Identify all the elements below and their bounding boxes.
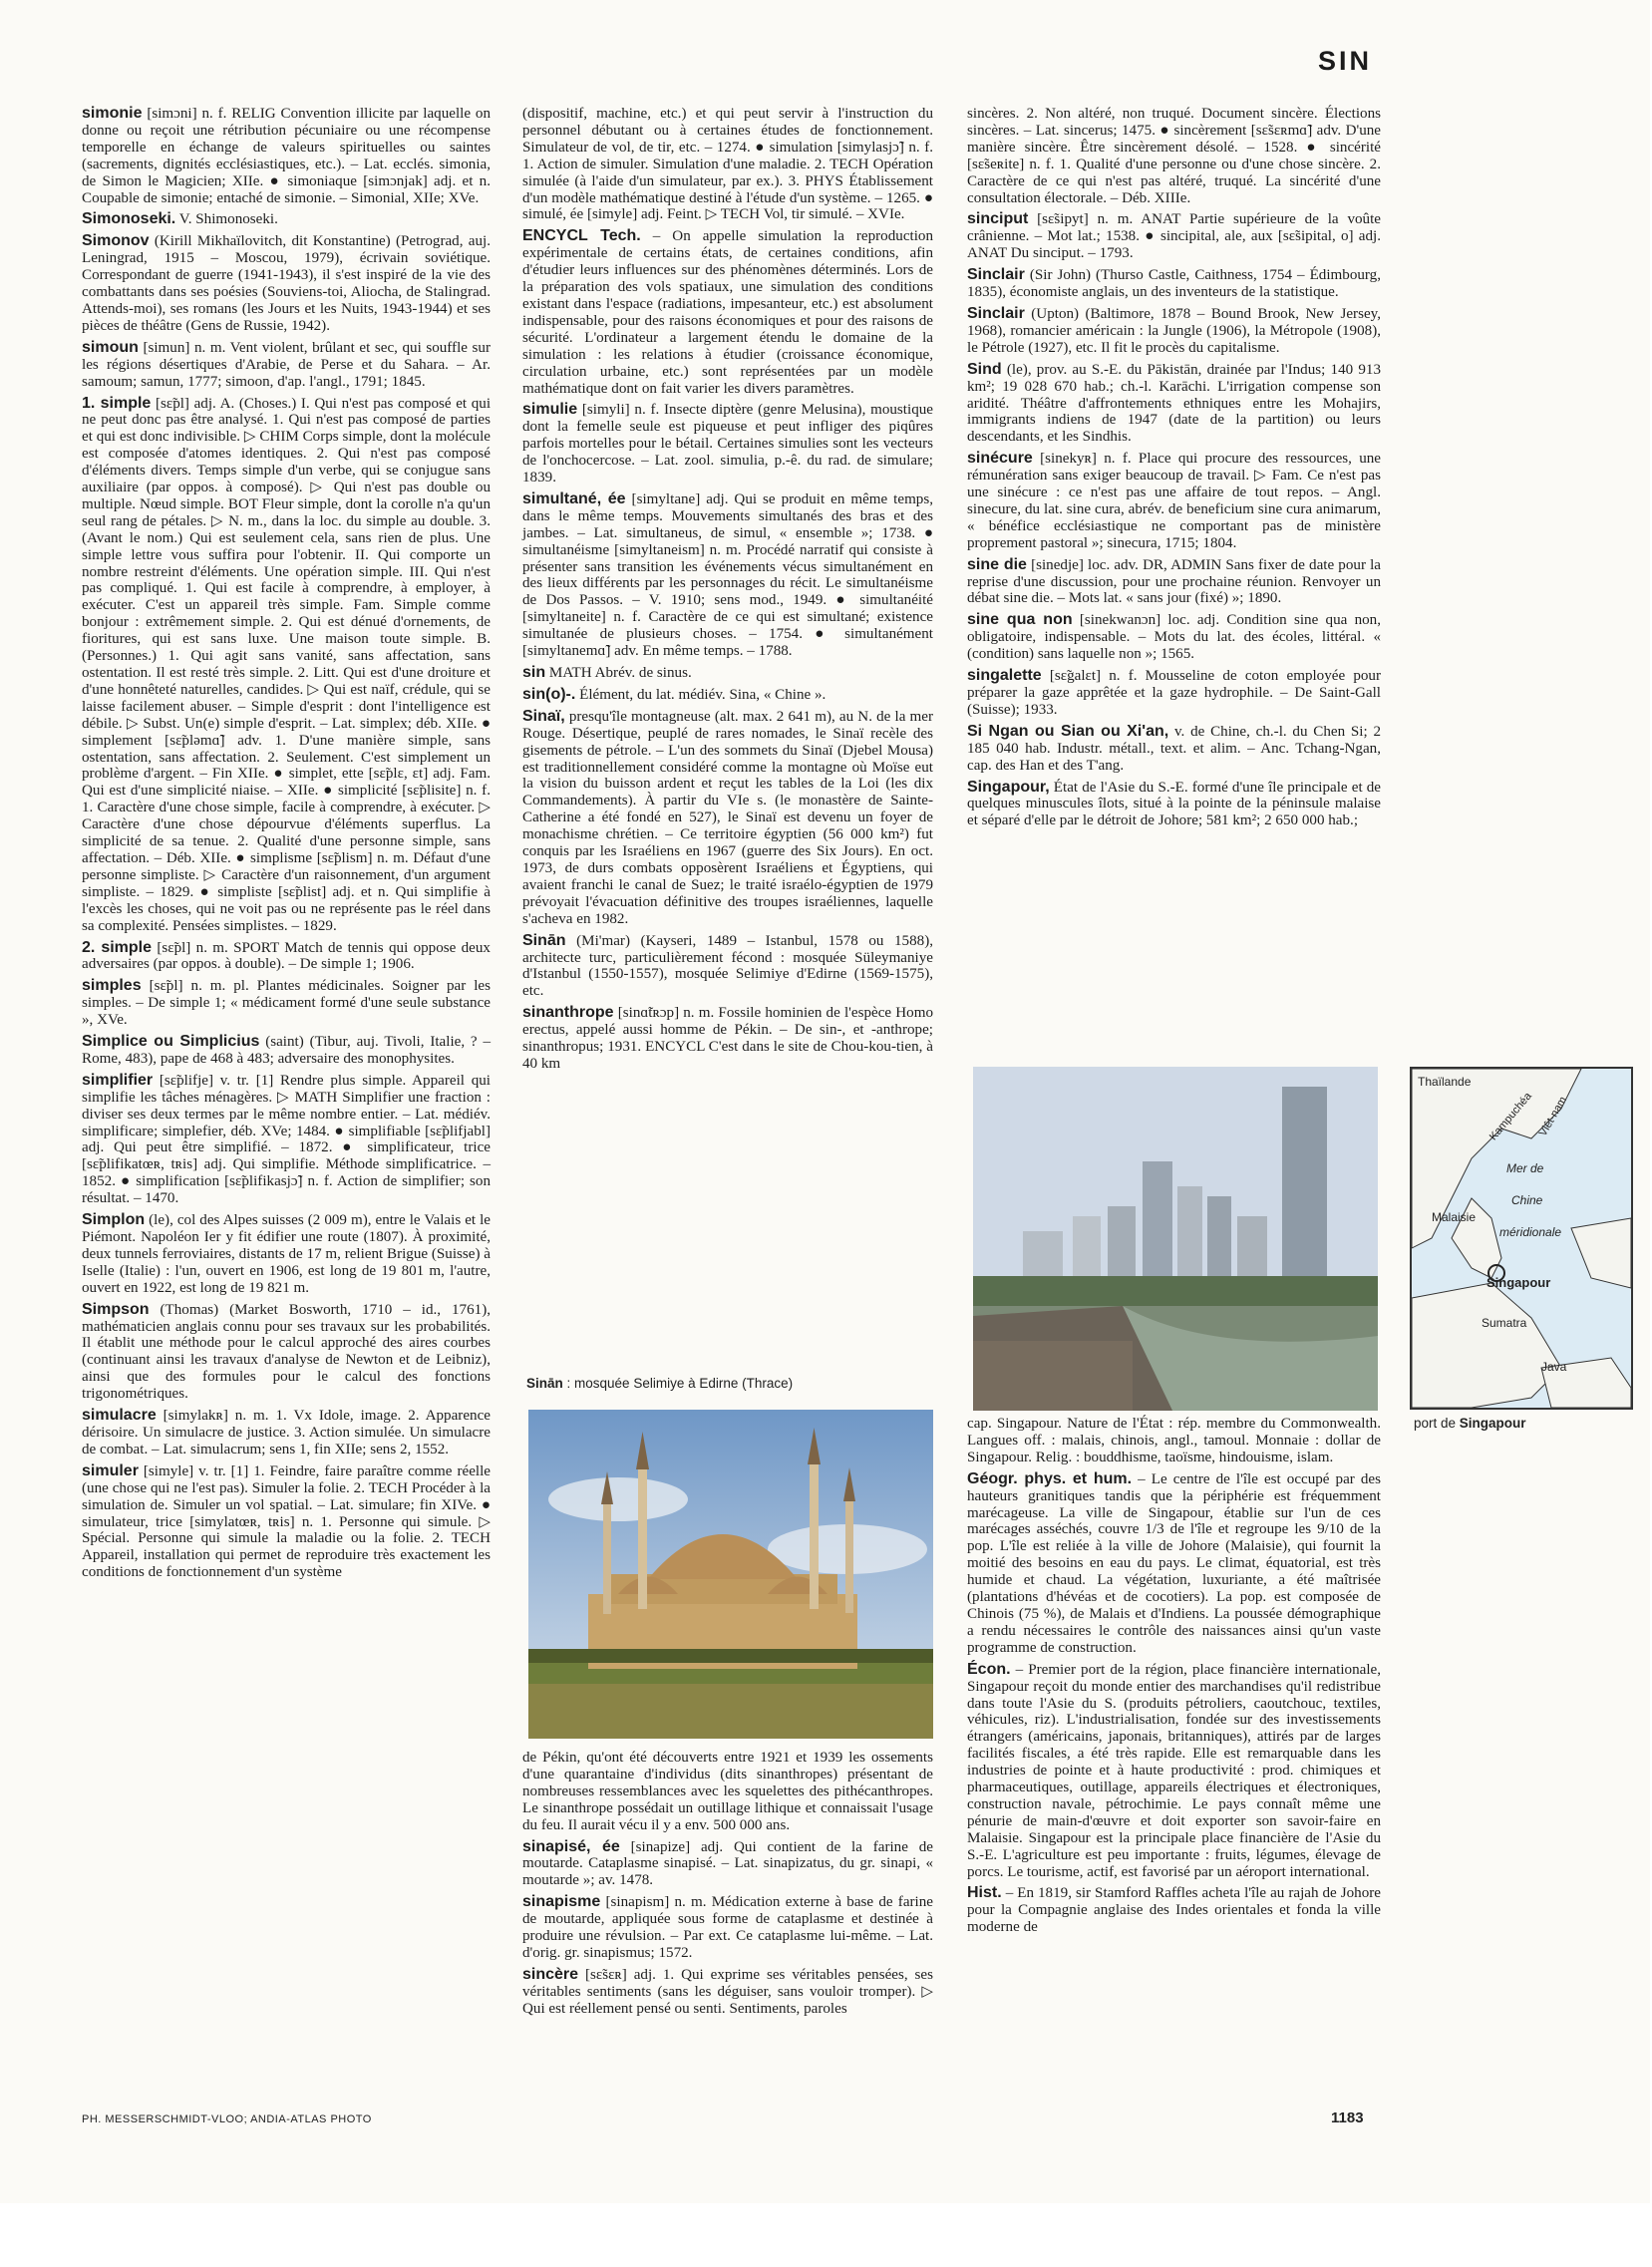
- dictionary-entry: [967, 724, 1381, 775]
- dictionary-entry: [522, 1894, 933, 1962]
- map-label-singapour: Singapour: [1487, 1275, 1551, 1290]
- entry-headword: simoun: [82, 338, 139, 356]
- entry-definition: [sinapize] adj. Qui contient de la farine de moutarde. Cataplasme sinapisé. – Lat. sinapizatus, du gr. sinapi, « moutarde »; av. 1478.: [522, 1838, 933, 1889]
- entry-definition: (dispositif, machine, etc.) et qui peut servir à l'instruction du personnel débutant ou à certaines études de fonctionnement. Simulateur de vol, de tir, etc. – 1274. ● simulation [simylasjɔ̃] n. f. 1. Action de simuler. Simulation d'une maladie. 2. TECH Opération simulée (à l'aide d'un simulateur, par ex.). 3. PHYS Établissement d'un modèle mathématique destiné à l'étude d'un système. – 1265. ● simulé, ée [simyle] adj. Feint. ▷ TECH Vol, tir simulé. – XVIe.: [522, 106, 933, 223]
- entry-definition: (saint) (Tibur, auj. Tivoli, Italie, ? – Rome, 483), pape de 468 à 483; adversaire des monophysites.: [82, 1034, 491, 1067]
- entry-headword: Simplon: [82, 1211, 146, 1229]
- entry-headword: simplifier: [82, 1071, 154, 1089]
- entry-headword: sine die: [967, 555, 1027, 573]
- dictionary-entry: [967, 780, 1381, 830]
- dictionary-entry: [967, 1885, 1381, 1936]
- entry-definition: [simyle] v. tr. [1] 1. Feindre, faire paraître comme réelle (une chose qui ne l'est pas). Simuler la folie. 2. TECH Procéder à la simulation de. Simuler un vol spatial. – Lat. simulare; fin XIVe. ● simulateur, trice [simylatœʀ, tʀis] n. 1. Personne qui simule. ▷ Spécial. Personne qui simule la maladie ou la folie. 2. TECH Appareil, installation qui permet de reproduire très exactement les conditions de fonctionnement d'un système: [82, 1462, 491, 1581]
- entry-headword: Simplice ou Simplicius: [82, 1033, 260, 1051]
- entry-definition: [sinapism] n. m. Médication externe à base de farine de moutarde, appliquée sous forme de cataplasme et destinée à produire une révulsion. – Par ext. Ce cataplasme lui-même. – Lat. d'orig. gr. sinapismus; 1572.: [522, 1894, 933, 1961]
- entry-headword: Géogr. phys. et hum.: [967, 1469, 1133, 1487]
- dictionary-entry: [967, 612, 1381, 663]
- map-label-mer-1: Mer de: [1506, 1161, 1544, 1175]
- entry-headword: sin(o)-.: [522, 685, 576, 703]
- entry-headword: sinciput: [967, 210, 1029, 228]
- entry-headword: Sinān: [522, 931, 566, 949]
- port-caption: [1414, 1416, 1526, 1431]
- entry-headword: Sinclair: [967, 304, 1025, 322]
- entry-continuation: cap. Singapour. Nature de l'État : rép. membre du Commonwealth. Langues off. : malais, chinois, angl., tamoul. Monnaie : dollar de Singapour. Relig. : bouddhisme, taoïsme, hindouisme, islam.: [967, 1416, 1381, 1465]
- dictionary-entry: [82, 211, 491, 228]
- entry-headword: Si Ngan ou Sian ou Xi'an,: [967, 722, 1169, 740]
- entry-headword: Hist.: [967, 1884, 1002, 1902]
- dictionary-entry: [82, 106, 491, 206]
- dictionary-entry: [522, 402, 933, 486]
- map-label-malaisie: Malaisie: [1432, 1210, 1477, 1224]
- entry-definition: [simylakʀ] n. m. 1. Vx Idole, image. 2. Apparence dérisoire. Un simulacre de justice. 3. Action simulée. Un simulacre de combat. – Lat. simulacrum; sens 1, fin XIIe; sens 2, 1552.: [82, 1408, 491, 1457]
- mosque-illustration: [528, 1410, 933, 1739]
- entry-headword: simuler: [82, 1461, 139, 1479]
- entry-headword: 2. simple: [82, 938, 153, 956]
- port-caption-prefix: port de: [1414, 1416, 1457, 1431]
- entry-definition: Élément, du lat. médiév. Sina, « Chine ».: [579, 686, 826, 703]
- entry-definition: (Upton) (Baltimore, 1878 – Bound Brook, New Jersey, 1968), romancier américain : la Jungle (1906), la Métropole (1908), le Pétrole (1927), etc. Il fit le procès du capitalisme.: [967, 305, 1381, 356]
- dictionary-entry: [967, 451, 1381, 551]
- entry-definition: v. de Chine, ch.-l. du Chen Si; 2 185 040 hab. Industr. métall., text. et alim. – Anc. Tchang-Ngan, cap. des Han et des T'ang.: [967, 723, 1381, 774]
- entry-definition: [simun] n. m. Vent violent, brûlant et sec, qui souffle sur les régions désertiques d'Arabie, de Perse et du Sahara. – Ar. samoum; samun, 1777; simoon, d'ap. l'angl., 1791; 1845.: [82, 339, 491, 390]
- singapore-port-photo: [973, 1067, 1378, 1411]
- column-2-lower: [522, 1750, 933, 2023]
- entry-headword: Sind: [967, 360, 1002, 378]
- page-header-title: SIN: [1318, 46, 1373, 76]
- dictionary-entry: [967, 362, 1381, 447]
- dictionary-entry: [522, 1839, 933, 1890]
- dictionary-entry: [522, 665, 933, 682]
- entry-definition: (Sir John) (Thurso Castle, Caithness, 1754 – Édimbourg, 1835), économiste anglais, un des inventeurs de la statistique.: [967, 267, 1381, 301]
- entry-headword: Singapour,: [967, 778, 1050, 796]
- entry-definition: [simyli] n. f. Insecte diptère (genre Melusina), moustique dont la femelle seule est piqueuse et peut infliger des piqûres parfois mortelles pour le bétail. Certaines simulies sont les vecteurs de l'onchocercose. – Lat. zool. simulia, p.-ê. du rad. de simulare; 1839.: [522, 402, 933, 486]
- dictionary-entry: [82, 396, 491, 935]
- entry-headword: sine qua non: [967, 611, 1073, 629]
- mosque-caption: [526, 1376, 793, 1391]
- entry-definition: [sɛ̃pl] n. m. pl. Plantes médicinales. Soigner par les simples. – De simple 1; « médicament formé d'une seule substance », XVe.: [82, 978, 492, 1029]
- entry-definition: [sinedje] loc. adv. DR, ADMIN Sans fixer de date pour la reprise d'une discussion, pour une prochaine réunion. Renvoyer un débat sine die. – Mots lat. « sans jour (fixé) »; 1890.: [967, 556, 1381, 607]
- dictionary-entry: [82, 978, 491, 1029]
- dictionary-entry: [522, 228, 933, 397]
- entry-headword: Simonoseki.: [82, 210, 176, 228]
- entry-headword: simulacre: [82, 1407, 157, 1425]
- dictionary-entry: [82, 1302, 491, 1403]
- entry-headword: sinécure: [967, 450, 1033, 468]
- entry-headword: sinapisé, ée: [522, 1837, 620, 1855]
- entry-definition: sincères. 2. Non altéré, non truqué. Document sincère. Élections sincères. – Lat. sincerus; 1475. ● sincèrement [sɛ̃sɛʀmɑ̃] adv. D'une manière sincère. Être sincèrement désolé. – 1528. ● sincérité [sɛ̃seʀite] n. f. 1. Qualité d'une personne ou d'une chose sincère. 2. Caractère de ce qui n'est pas altéré, truqué. La sincérité d'une consultation électorale. – Déb. XIIIe.: [967, 106, 1381, 206]
- entry-continuation: de Pékin, qu'ont été découverts entre 1921 et 1939 les ossements d'une quarantaine d'individus (dits sinanthropes) présentant de nombreuses ressemblances avec les squelettes des pithécanthropes. Le sinanthrope possédait un outillage lithique et connaissait l'usage du feu. Il aurait vécu il y a env. 500 000 ans.: [522, 1750, 933, 1833]
- entry-definition: État de l'Asie du S.-E. formé d'une île principale et de quelques minuscules îlots, situé à la pointe de la péninsule malaise et séparé d'elle par le détroit de Johore; 581 km²; 2 650 000 hab.;: [967, 779, 1381, 829]
- dictionary-entry: [82, 1034, 491, 1068]
- dictionary-entry: [82, 233, 491, 334]
- dictionary-entry: [82, 1073, 491, 1207]
- entry-definition: (le), col des Alpes suisses (2 009 m), entre le Valais et le Piémont. Napoléon Ier y fit édifier une route (1807). À proximité, deux tunnels ferroviaires, distants de 17 m, relient Brigue (Suisse) à Iselle (Italie) : l'un, ouvert en 1906, est long de 19 801 m, l'autre, ouvert en 1922, est long de 19 821 m.: [82, 1212, 491, 1296]
- entry-headword: simples: [82, 977, 142, 995]
- entry-definition: – Le centre de l'île est occupé par des hauteurs granitiques tandis que la périphérie est fréquemment marécageuse. La ville de Singapour, établie sur l'un de ces marécages asséchés, couvre 1/3 de l'île et regroupe les 9/10 de la pop. L'île est reliée à la ville de Johore (Malaisie), qui fournit la moitié des besoins en eau du pays. Le climat, équatorial, est très humide et chaud. La végétation, luxuriante, a été maîtrisée (plantations d'hévéas et de cocotiers). La pop. est composée de Chinois (75 %), de Malais et d'Indiens. La poussée démographique a rendu nécessaires le contrôle des naissances ainsi qu'un vaste programme de construction.: [967, 1470, 1382, 1656]
- entry-definition: [sɛ̃sɛʀ] adj. 1. Qui exprime ses véritables pensées, ses véritables sentiments (sans les déguiser, sans vouloir tromper). ▷ Qui est réellement pensé ou senti. Sentiments, paroles: [522, 1966, 933, 2017]
- map-label-vietnam: Viêt-nam: [1536, 1095, 1570, 1138]
- dictionary-entry: [82, 940, 491, 974]
- dictionary-entry: [967, 1471, 1381, 1657]
- column-3-lower: [967, 1416, 1381, 1941]
- singapore-location-map: [1410, 1067, 1633, 1410]
- entry-definition: (le), prov. au S.-E. du Pākistān, drainée par l'Indus; 140 913 km²; 19 028 670 hab.; ch.-l. Karāchi. L'irrigation compense son aridité. Théâtre d'affrontements ethniques entre les Mohajirs, immigrants indiens de 1947 (date de la partition) ou leurs descendants, et les Sindhis.: [967, 361, 1381, 446]
- dictionary-entry: [522, 1967, 933, 2018]
- entry-definition: [simɔni] n. f. RELIG Convention illicite par laquelle on donne ou reçoit une rétribution pécuniaire ou une récompense temporelle en échange de valeurs spirituelles ou saintes (sacrements, dignités ecclésiastiques, etc.). – Lat. ecclés. simonia, de Simon le Magicien; XIIe. ● simoniaque [simɔnjak] adj. et n. Coupable de simonie; entaché de simonie. – Simonial, XIIe; XVe.: [82, 106, 491, 206]
- entry-headword: Sinaï,: [522, 707, 565, 725]
- dictionary-entry: [82, 1408, 491, 1458]
- entry-definition: [sinekyʀ] n. f. Place qui procure des ressources, une rémunération sans exiger beaucoup de travail. ▷ Fam. Ce n'est pas une sinécure : ce n'est pas une affaire de tout repos. – Angl. sinecure, du lat. sine cura, abrév. de beneficium sine cura animarum, « bénéfice ecclésiastique ne comportant pas de ministère proprement pastoral »; sinecura, 1715; 1804.: [967, 451, 1381, 551]
- entry-definition: – Premier port de la région, place financière internationale, Singapour reçoit du monde entier des marchandises qu'il redistribue dans toute l'Asie du S. (produits pétroliers, caoutchouc, textiles, véhicules, riz). L'industrialisation, fondée sur des investissements étrangers (américains, japonais, britanniques), attirés par de larges facilités fiscales, a été très rapide. Elle est remarquable dans les industries de pointe et à haute productivité : prod. chimiques et pharmaceutiques, outillage, appareils électriques et électroniques, construction navale, pétrochimie. Le pays connaît même une pénurie de main-d'œuvre et doit exporter son savoir-faire en Malaisie. Singapour est la principale place financière de l'Asie du S.-E. L'agriculture est peu importante : fruits, légumes, élevage de porcs. Le tourisme, actif, est favorisé par un aéroport international.: [967, 1661, 1381, 1880]
- map-label-mer-2: Chine: [1511, 1193, 1543, 1207]
- dictionary-entry: [967, 668, 1381, 719]
- entry-headword: sinapisme: [522, 1893, 601, 1911]
- entry-definition: – On appelle simulation la reproduction expérimentale de certains états, de certaines conditions, afin d'étudier leurs influences sur des phénomènes déterminés. Lors de la préparation des vols spatiaux, une simulation des conditions existant dans l'espace (radiations, impesanteur, etc.) est absolument indispensable, pour des raisons économiques et pour des raisons de sécurité. L'ordinateur a largement étendu le domaine de la simulation : les relations à étudier (croissance économique, circulation urbaine, etc.) sont représentées par un modèle mathématique dont on fait varier les divers paramètres.: [522, 228, 934, 397]
- singapore-port-illustration: [973, 1067, 1378, 1411]
- entry-headword: 1. simple: [82, 394, 152, 412]
- dictionary-entry: [967, 267, 1381, 301]
- dictionary-entry: [522, 491, 933, 660]
- dictionary-entry: [967, 106, 1381, 206]
- dictionary-entry: [82, 340, 491, 391]
- map-label-kampuchea: Kampuchéa: [1487, 1090, 1534, 1143]
- map-label-thailande: Thaïlande: [1418, 1075, 1472, 1089]
- entry-definition: (Mi'mar) (Kayseri, 1489 – Istanbul, 1578 ou 1588), architecte turc, particulièrement fécond : mosquée Süleymaniye d'Istanbul (1550-1557), mosquée Selimiye d'Edirne (1569-1575), etc.: [522, 932, 933, 1000]
- entry-headword: Écon.: [967, 1660, 1011, 1678]
- entry-headword: ENCYCL Tech.: [522, 227, 641, 245]
- dictionary-entry: [522, 709, 933, 928]
- port-caption-name: Singapour: [1459, 1416, 1526, 1431]
- column-1: [82, 106, 491, 1586]
- entry-definition: [sinekwanɔn] loc. adj. Condition sine qua non, obligatoire, indispensable. – Mots du lat. des écoles, littéral. « (condition) sans laquelle non »; 1565.: [967, 612, 1381, 663]
- dictionary-entry: [82, 1212, 491, 1297]
- entry-definition: (Kirill Mikhaïlovitch, dit Konstantine) (Petrograd, auj. Leningrad, 1915 – Moscou, 1979), écrivain soviétique. Correspondant de guerre (1941-1943), il s'est inspiré de la vie des combattants dans ses poésies (Souviens-toi, Aliocha, de Stalingrad. Attends-moi), ses romans (les Jours et les Nuits, 1943-1944) et ses pièces de théâtre (Gens de Russie, 1942).: [82, 233, 492, 334]
- entry-definition: [sɛ̃pl] n. m. SPORT Match de tennis qui oppose deux adversaires (par oppos. à double). – De simple 1; 1906.: [82, 939, 491, 973]
- entry-definition: MATH Abrév. de sinus.: [548, 665, 692, 681]
- column-2: [522, 106, 933, 1078]
- entry-headword: simonie: [82, 105, 143, 122]
- entry-definition: – En 1819, sir Stamford Raffles acheta l'île au rajah de Johore pour la Compagnie anglaise des Indes orientales et fonda la ville moderne de: [967, 1885, 1381, 1936]
- entry-headword: sinanthrope: [522, 1004, 614, 1022]
- entry-definition: [sɛ̃galɛt] n. f. Mousseline de coton employée pour préparer la gaze apprêtée et la gaze hydrophile. – De Saint-Gall (Suisse); 1933.: [967, 668, 1381, 718]
- entry-headword: simultané, ée: [522, 489, 626, 507]
- entry-definition: [simyltane] adj. Qui se produit en même temps, dans le même temps. Mouvements simultanés des bras et des jambes. – Lat. simultaneus, de simul, « ensemble »; 1738. ● simultanéisme [simyltaneism] n. m. Procédé narratif qui consiste à présenter sans transition les événements vécus simultanément en des lieux différents par les personnages du récit. Le simultanéisme de Dos Passos. – V. 1910; sens mod., 1949. ● simultanéité [simyltaneite] n. f. Caractère de ce qui est simultané; existence simultanée de plusieurs choses. – 1754. ● simultanément [simyltanemɑ̃] adv. En même temps. – 1788.: [522, 490, 934, 660]
- entry-definition: [sɛ̃pl] adj. A. (Choses.) I. Qui n'est pas composé et qui ne peut donc pas être analysé. 1. Qui n'est pas composé de parties et qui est donc indivisible. ▷ CHIM Corps simple, dont la molécule est composée d'atomes identiques. 2. Qui n'est pas composé d'éléments divers. Temps simple d'un verbe, qui se conjugue sans auxiliaire (par oppos. à composé). ▷ Qui n'est pas double ou multiple. Nœud simple. BOT Fleur simple, dont la corolle n'a qu'un seul rang de pétales. ▷ N. m., dans la loc. du simple au double. 3. (Avant le nom.) Qui est seulement cela, sans rien de plus. Une simple lettre vous suffira pour l'obtenir. II. Qui comporte un nombre restreint d'éléments. Une opération simple. III. Qui n'est pas compliqué. 1. Qui est facile à comprendre, à employer, à exécuter. C'est un appareil très simple. Fam. Simple comme bonjour : extrêmement simple. 2. Qui est dénué d'ornements, de fioritures, qui est sans luxe. Une maison toute simple. B. (Personnes.) 1. Qui agit sans vanité, sans affectation, sans ostentation. Il est resté très simple. 2. Litt. Qui est d'une droiture et d'une honnêteté naturelles, candides. ▷ Qui est naïf, crédule, qui se laisse facilement abuser. – Simple d'esprit : dont l'intelligence est débile. ▷ Subst. Un(e) simple d'esprit. – Lat. simplex; déb. XIIe. ● simplement [sɛ̃pləmɑ̃] adv. 1. D'une manière simple, sans ostentation, sans affectation. 2. Seulement. C'est simplement un problème d'argent. – Fin XIIe. ● simplet, ette [sɛ̃plɛ, ɛt] adj. Fam. Qui est d'une simplicité niaise. – XIIe. ● simplicité [sɛ̃plisite] n. f. 1. Caractère d'une chose simple, facile à comprendre, à exécuter. ▷ Caractère d'une chose dépourvue d'éléments superflus. La simplicité de sa tenue. 2. Qualité d'une personne simple, sans affectation. – Déb. XIIe. ● simplisme [sɛ̃plism] n. m. Défaut d'une personne simpliste. ▷ Caractère d'un raisonnement, d'un argument simpliste. – 1829. ● simpliste [sɛ̃plist] adj. et n. Qui simplifie à l'excès les choses, qui ne voit pas ou ne représente pas le réel dans sa complexité. Pensées simplistes. – 1829.: [82, 395, 492, 934]
- entry-definition: [sinɑ̃tʀɔp] n. m. Fossile hominien de l'espèce Homo erectus, appelé aussi homme de Pékin. – De sin-, et -anthrope; sinanthropus; 1931. ENCYCL C'est dans le site de Chou-kou-tien, à 40 km: [522, 1005, 933, 1072]
- dictionary-entry: [522, 933, 933, 1001]
- entry-definition: [sɛ̃sipyt] n. m. ANAT Partie supérieure de la voûte crânienne. – Mot lat.; 1538. ● sincipital, ale, aux [sɛ̃sipital, o] adj. ANAT Du sinciput. – 1793.: [967, 211, 1381, 262]
- map-label-java: Java: [1541, 1360, 1567, 1374]
- dictionary-entry: [522, 106, 933, 223]
- dictionary-entry: [522, 1005, 933, 1073]
- entry-headword: simulie: [522, 401, 578, 419]
- dictionary-entry: [82, 1463, 491, 1581]
- entry-headword: Sinclair: [967, 266, 1025, 284]
- mosque-caption-text: : mosquée Selimiye à Edirne (Thrace): [566, 1376, 794, 1391]
- entry-headword: sin: [522, 664, 546, 681]
- column-3: [967, 106, 1381, 834]
- entry-definition: (Thomas) (Market Bosworth, 1710 – id., 1761), mathématicien anglais connu pour ses travaux sur les probabilités. Il établit une méthode pour le calcul approché des aires courbes (continuant ainsi les travaux d'analyse de Newton et de Leibniz), ainsi que des formules pour le calcul des fonctions trigonométriques.: [82, 1301, 491, 1403]
- dictionary-entry: [967, 306, 1381, 357]
- entry-headword: Simpson: [82, 1300, 150, 1318]
- page-number: 1183: [1331, 2109, 1364, 2126]
- dictionary-entry: [967, 557, 1381, 608]
- map-label-mer-3: méridionale: [1499, 1225, 1562, 1239]
- entry-headword: Simonov: [82, 232, 150, 250]
- entry-headword: singalette: [967, 667, 1042, 685]
- map-label-sumatra: Sumatra: [1482, 1316, 1527, 1330]
- mosque-photo: [528, 1410, 933, 1739]
- entry-definition: V. Shimonoseki.: [178, 211, 278, 228]
- photo-credit: PH. MESSERSCHMIDT-VLOO; ANDIA-ATLAS PHOTO: [82, 2113, 372, 2125]
- mosque-caption-prefix: Sinān: [526, 1376, 563, 1391]
- dictionary-entry: [967, 211, 1381, 262]
- entry-headword: sincère: [522, 1965, 579, 1983]
- dictionary-entry: [967, 1662, 1381, 1881]
- dictionary-entry: [522, 687, 933, 704]
- entry-definition: [sɛ̃plifje] v. tr. [1] Rendre plus simple. Appareil qui simplifie les tâches ménagères. ▷ MATH Simplifier une fraction : diviser ses deux termes par le même nombre entier. – Lat. médiév. simplificare; simplefier, déb. XVe; 1484. ● simplifiable [sɛ̃plifjabl] adj. Qui peut être simplifié. – 1872. ● simplificateur, trice [sɛ̃plifikatœʀ, tʀis] adj. Qui simplifie. Méthode simplificatrice. – 1852. ● simplification [sɛ̃plifikasjɔ̃] n. f. Action de simplifier; son résultat. – 1470.: [82, 1072, 491, 1207]
- entry-definition: presqu'île montagneuse (alt. max. 2 641 m), au N. de la mer Rouge. Désertique, peuplé de rares nomades, le Sinaï recèle des gisements de pétrole. – L'un des sommets du Sinaï (Djebel Mousa) est traditionnellement considéré comme la montagne où Moïse eut la vision du buisson ardent et reçut les tables de la Loi (les dix Commandements). À partir du VIe s. (le monastère de Sainte-Catherine a été fondé en 527), le Sinaï est devenu un foyer de monachisme chrétien. – Ce territoire égyptien (56 000 km²) fut conquis par les Israéliens en 1967 (guerre des Six Jours). En oct. 1973, de durs combats opposèrent Israéliens et Égyptiens, qui avaient franchi le canal de Suez; le traité israélo-égyptien de 1979 prévoyait l'évacuation définitive des troupes israéliennes, laquelle s'acheva en 1982.: [522, 708, 934, 927]
